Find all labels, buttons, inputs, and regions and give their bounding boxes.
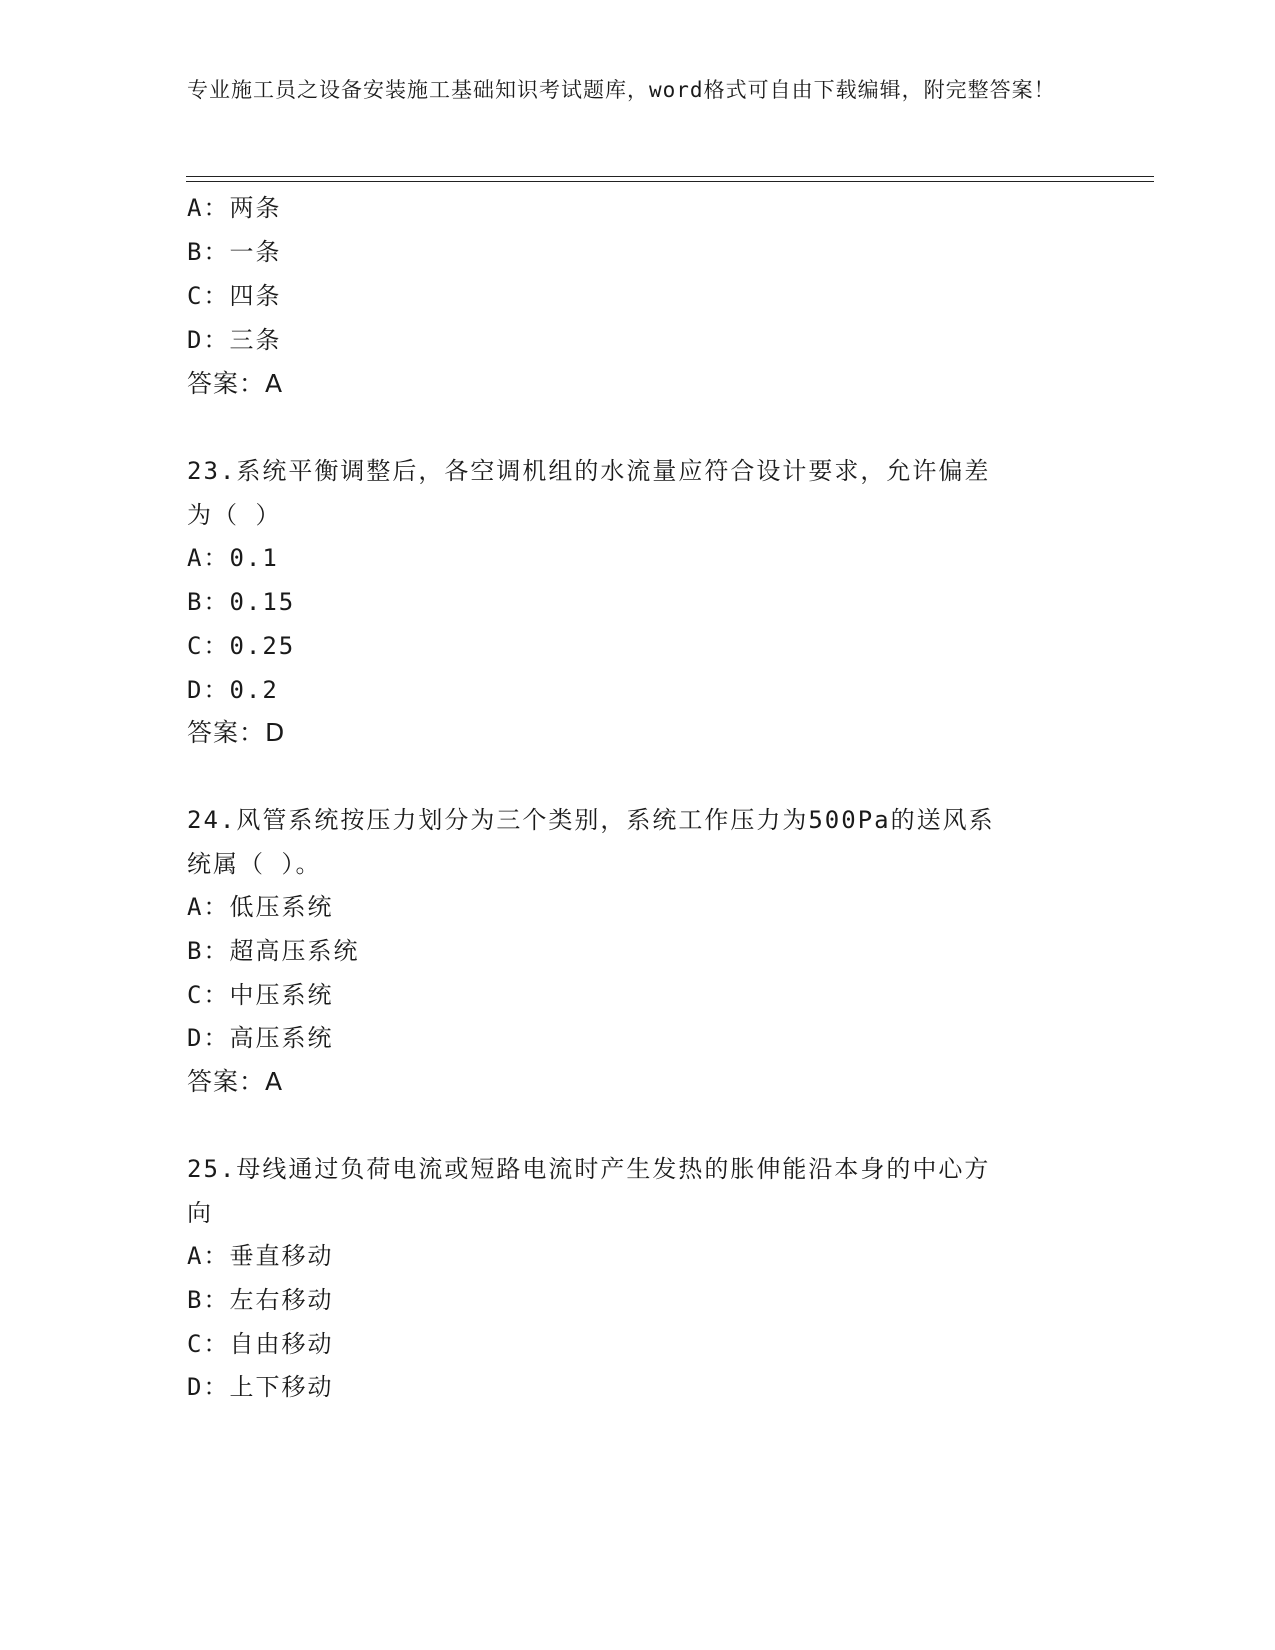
q23-option-c: C：0.25 (187, 632, 296, 660)
q25-option-a: A：垂直移动 (187, 1242, 334, 1270)
q23-option-d: D：0.2 (187, 676, 279, 704)
q22-option-b: B：一条 (187, 238, 282, 266)
q25-stem-line1: 25.母线通过负荷电流或短路电流时产生发热的胀伸能沿本身的中心方 (187, 1155, 991, 1183)
q25-option-d: D：上下移动 (187, 1373, 334, 1401)
q24-option-d: D：高压系统 (187, 1024, 334, 1052)
q24-option-a: A：低压系统 (187, 893, 334, 921)
q22-answer: 答案：A (187, 369, 284, 398)
q23-answer: 答案：D (187, 718, 286, 747)
q23-stem-line2: 为（ ） (187, 501, 282, 529)
document-header: 专业施工员之设备安装施工基础知识考试题库，word格式可自由下载编辑，附完整答案！ (187, 78, 1056, 102)
q23-option-a: A：0.1 (187, 544, 279, 572)
q25-option-c: C：自由移动 (187, 1330, 334, 1358)
q22-option-c: C：四条 (187, 282, 282, 310)
q25-stem-line2: 向 (187, 1199, 213, 1227)
q23-option-b: B：0.15 (187, 588, 296, 616)
q24-stem-line2: 统属（ ）。 (187, 850, 322, 878)
header-rule-top (186, 176, 1154, 177)
q24-answer: 答案：A (187, 1067, 284, 1096)
header-rule-bottom (186, 181, 1154, 182)
q24-option-c: C：中压系统 (187, 981, 334, 1009)
q24-option-b: B：超高压系统 (187, 937, 360, 965)
q25-option-b: B：左右移动 (187, 1286, 334, 1314)
q22-option-a: A：两条 (187, 194, 282, 222)
q23-stem-line1: 23.系统平衡调整后，各空调机组的水流量应符合设计要求，允许偏差 (187, 457, 991, 485)
q24-stem-line1: 24.风管系统按压力划分为三个类别，系统工作压力为500Pa的送风系 (187, 806, 995, 834)
q22-option-d: D：三条 (187, 326, 282, 354)
